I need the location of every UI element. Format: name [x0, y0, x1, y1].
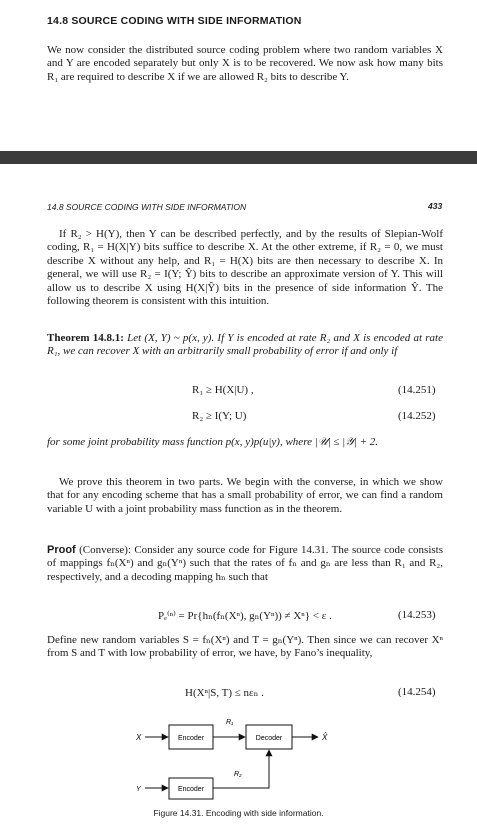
paragraph-intuition: If R₂ > H(Y), then Y can be described perfectly, and by the results of Slepian-Wolf coding, R₁ = H(X|Y) bits suffice to describe X. At the other extreme, if R₂ = 0, we must describe X without any help, and R₁ = H(X) bits are then necessary to describe X. In general, we will use R₂ = I(Y; Ŷ) bits to describe an approximate version of Y. This will allow us to describe X using H(X|Ŷ) bits in the presence of side information Ŷ. The following theorem is consistent with this intuition.: [47, 228, 443, 308]
theorem-tail: for some joint probability mass function p(x, y)p(u|y), where |𝒰| ≤ |𝒴| + 2.: [47, 436, 379, 448]
equation-14-253: Pₑ⁽ⁿ⁾ = Pr{hₙ(fₙ(Xⁿ), gₙ(Yⁿ)) ≠ Xⁿ} < ε .: [158, 610, 332, 622]
equation-14-252: R₂ ≥ I(Y; U): [192, 410, 247, 422]
r1-label: R₁: [226, 719, 234, 726]
y-input-label: Y: [136, 786, 141, 793]
r2-label: R₂: [234, 771, 242, 778]
section-title: 14.8 SOURCE CODING WITH SIDE INFORMATION: [47, 15, 302, 27]
encoder-y-label: Encoder: [177, 786, 205, 793]
proof-label: Proof: [47, 544, 76, 556]
upper-page-fragment: [0, 0, 477, 150]
theorem-statement: Let (X, Y) ~ p(x, y). If Y is encoded at rate R₂ and X is encoded at rate R₁, we can recover X with an arbitrarily small probability of error if and only if: [47, 332, 443, 358]
x-input-label: X: [136, 733, 142, 742]
intro-paragraph: We now consider the distributed source coding problem where two random variables X and Y are encoded separately but only X is to be recovered. We now ask how many bits R₁ are required to describe X if we are allowed R₂ bits to describe Y.: [47, 44, 443, 83]
equation-14-251: R₁ ≥ H(X|U) ,: [192, 384, 254, 396]
equation-number-14-251: (14.251): [398, 384, 436, 396]
figure-caption: Figure 14.31. Encoding with side information.: [153, 808, 324, 818]
encoder-x-label: Encoder: [177, 735, 205, 742]
theorem-block: [47, 332, 443, 359]
paragraph-fano: Define new random variables S = fₙ(Xⁿ) and T = gₙ(Yⁿ). Then since we can recover Xⁿ from S and T with low probability of error, we have, by Fano’s inequality,: [47, 634, 443, 660]
proof-text: (Converse): Consider any source code for Figure 14.31. The source code consists of mappings fₙ(Xⁿ) and gₙ(Yⁿ) such that the rates of fₙ and gₙ are less than R₁ and R₂, respectively, and a decoding mapping hₙ such that: [47, 544, 444, 583]
equation-number-14-252: (14.252): [398, 410, 436, 422]
running-head: 14.8 SOURCE CODING WITH SIDE INFORMATION: [47, 202, 247, 212]
paragraph-converse-intro: We prove this theorem in two parts. We begin with the converse, in which we show that for any encoding scheme that has a small probability of error, we can find a random variable U with a joint probability mass function as in the theorem.: [47, 476, 443, 515]
decoder-label: Decoder: [255, 735, 283, 742]
equation-number-14-253: (14.253): [398, 609, 436, 621]
equation-number-14-254: (14.254): [398, 686, 436, 698]
page-number: 433: [428, 201, 443, 211]
encoding-diagram: [0, 704, 477, 808]
theorem-label: Theorem 14.8.1:: [47, 332, 124, 344]
xhat-output-label: X̂: [322, 733, 328, 742]
r2-link: [213, 750, 269, 788]
proof-block: [47, 544, 443, 584]
page-divider: [0, 151, 477, 164]
equation-14-254: H(Xⁿ|S, T) ≤ nεₙ .: [185, 687, 264, 699]
